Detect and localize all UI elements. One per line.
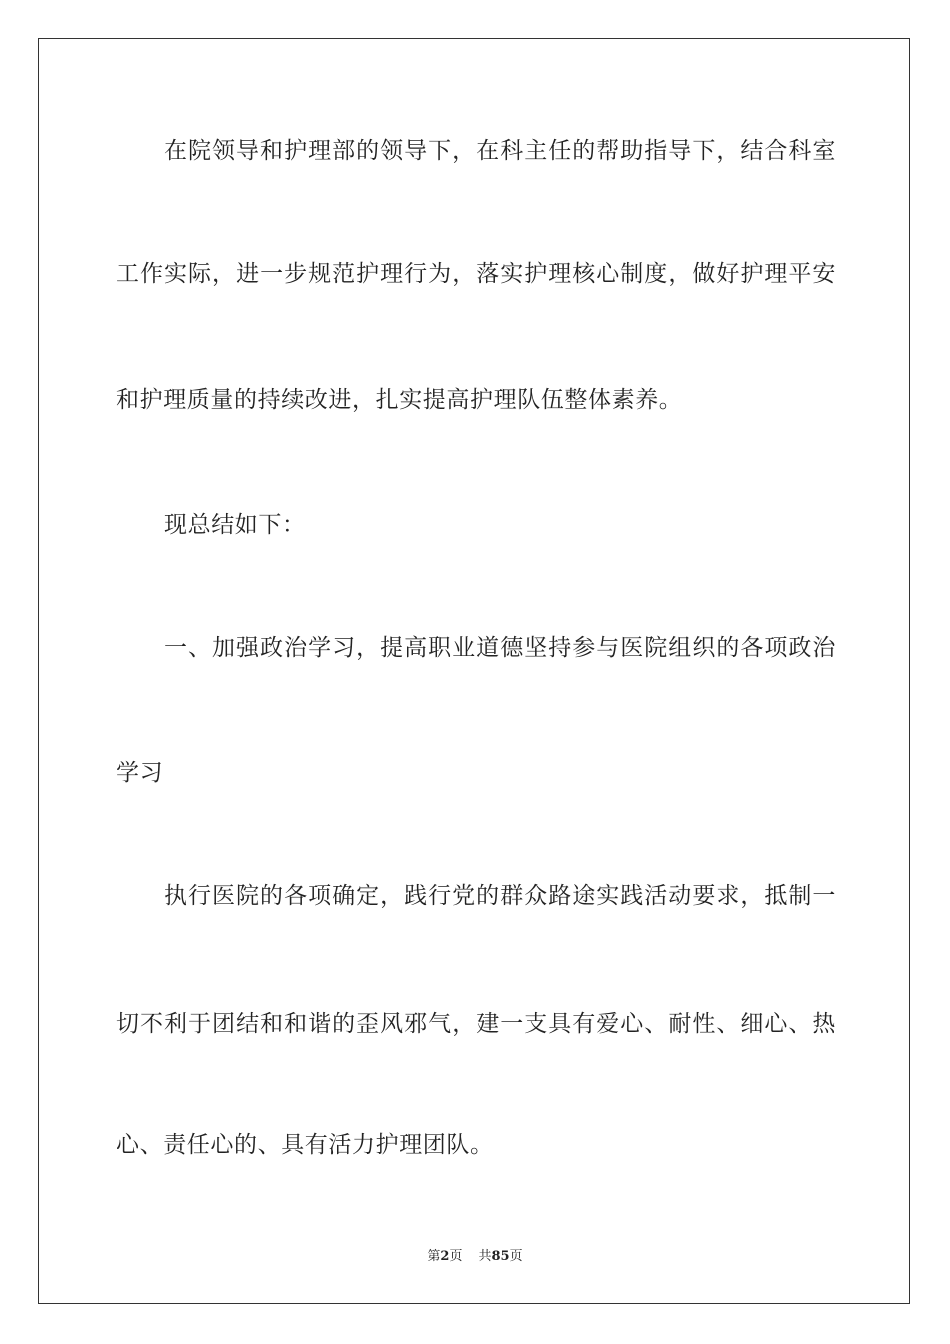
page-prefix: 第 [427,1249,441,1264]
paragraph-line-6: 切不利于团结和和谐的歪风邪气，建一支具有爱心、耐性、细心、热 [116,1011,836,1037]
total-prefix: 共 [478,1249,492,1264]
section-heading-line-2: 学习 [116,760,164,786]
paragraph-line-3: 和护理质量的持续改进，扎实提高护理队伍整体素养。 [116,387,683,413]
paragraph-line-7: 心、责任心的、具有活力护理团队。 [116,1132,494,1158]
paragraph-line-1: 在院领导和护理部的领导下，在科主任的帮助指导下，结合科室 [164,138,836,164]
section-heading-line-1: 一、加强政治学习，提高职业道德坚持参与医院组织的各项政治 [164,635,836,661]
page-border [38,38,910,1304]
page-footer [0,1248,950,1266]
paragraph-line-2: 工作实际，进一步规范护理行为，落实护理核心制度，做好护理平安 [116,261,836,287]
page-number: 2 [440,1249,450,1264]
page-suffix: 页 [449,1249,463,1264]
total-pages: 85 [491,1249,510,1264]
total-suffix: 页 [509,1249,523,1264]
paragraph-line-5: 执行医院的各项确定，践行党的群众路途实践活动要求，抵制一 [164,883,836,909]
paragraph-line-4: 现总结如下： [164,512,306,538]
